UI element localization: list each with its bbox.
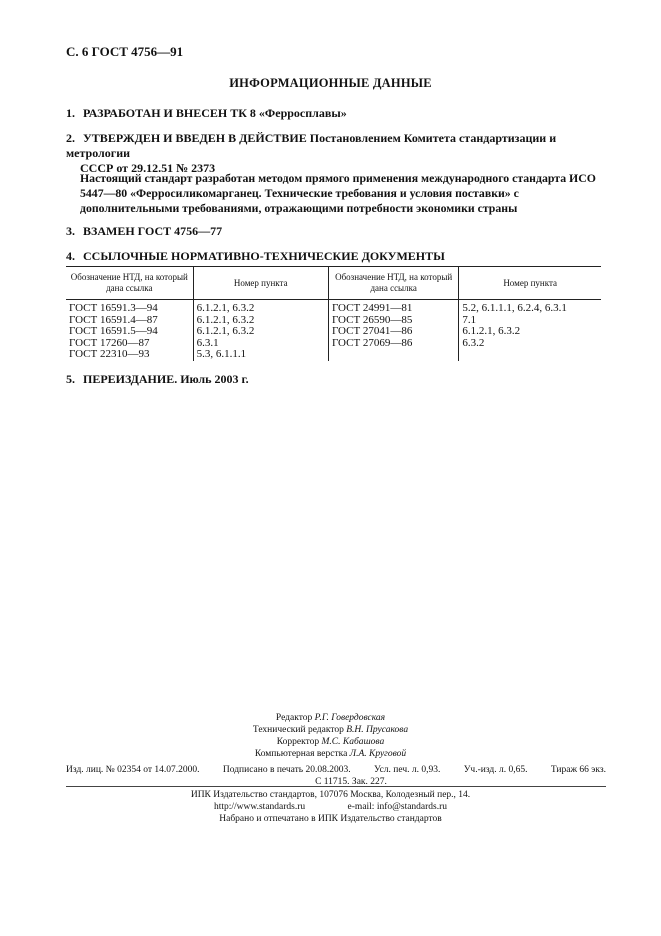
column-header: Номер пункта xyxy=(459,267,601,300)
item-number: 3. xyxy=(66,224,75,238)
credit-editor xyxy=(0,712,661,724)
circulation: Тираж 66 экз. xyxy=(550,765,606,775)
page-header: С. 6 ГОСТ 4756—91 xyxy=(66,44,184,59)
item-ref: 7.1 xyxy=(462,313,477,326)
doc-ref: ГОСТ 16591.4—87 xyxy=(69,313,158,326)
doc-ref: ГОСТ 24991—81 xyxy=(331,302,413,314)
credit-name: Р.Г. Говердовская xyxy=(314,713,386,723)
table-row xyxy=(66,300,601,361)
item-text: ССЫЛОЧНЫЕ НОРМАТИВНО-ТЕХНИЧЕСКИЕ ДОКУМЕНТЫ xyxy=(83,249,445,263)
credit-name: Л.А. Круговой xyxy=(349,749,407,759)
item-continuation: СССР от 29.12.51 № 2373 xyxy=(80,161,216,175)
item-number: 1. xyxy=(66,106,75,120)
item-2 xyxy=(66,131,606,176)
item-3 xyxy=(66,224,606,239)
item-ref: 6.1.2.1, 6.3.2 xyxy=(196,302,255,314)
credit-name: В.Н. Прусакова xyxy=(346,725,409,735)
credit-label: Редактор xyxy=(275,713,313,723)
item-ref: 6.1.2.1, 6.3.2 xyxy=(196,325,255,337)
item-text: РАЗРАБОТАН И ВНЕСЕН ТК 8 «Ферросплавы» xyxy=(83,106,347,120)
doc-ref: ГОСТ 17260—87 xyxy=(69,336,150,349)
table-cell-docs-right xyxy=(328,300,458,361)
credit-name: М.С. Кабашова xyxy=(321,737,385,747)
item-1 xyxy=(66,106,606,121)
item-ref: 6.1.2.1, 6.3.2 xyxy=(462,325,521,337)
doc-ref: ГОСТ 27069—86 xyxy=(331,336,413,349)
item-text: Постановлением Комитета стандартизации и метрологии xyxy=(66,131,557,160)
item-4 xyxy=(66,249,606,264)
item-ref: 6.1.2.1, 6.3.2 xyxy=(196,313,255,326)
doc-ref: ГОСТ 16591.5—94 xyxy=(69,325,158,337)
body-paragraph: Настоящий стандарт разработан методом прямого применения международного стандарта ИСО 5447—80 «Ферросиликомарганец. Технические требования и условия поставки» с дополнительными требованиями, отражающими потребности экономики страны xyxy=(80,171,596,215)
credit-label: Корректор xyxy=(276,737,320,747)
license: Изд. лиц. № 02354 от 14.07.2000. xyxy=(66,765,200,775)
item-number: 2. xyxy=(66,131,75,145)
item-number: 5. xyxy=(66,372,75,386)
doc-ref: ГОСТ 26590—85 xyxy=(331,313,413,326)
table-header-row xyxy=(66,267,601,300)
table-cell-docs-left xyxy=(66,300,193,361)
publication-info xyxy=(66,764,606,788)
signed-date: Подписано в печать 20.08.2003. xyxy=(222,765,351,775)
item-5 xyxy=(66,372,606,387)
item-text: ПЕРЕИЗДАНИЕ. Июль 2003 г. xyxy=(83,372,249,386)
doc-ref: ГОСТ 27041—86 xyxy=(331,325,413,337)
order-number: С 11715. Зак. 227. xyxy=(315,777,387,787)
credit-label: Компьютерная верстка xyxy=(254,749,348,759)
references-table xyxy=(66,266,601,361)
publisher-address: ИПК Издательство стандартов, 107076 Москва, Колодезный пер., 14. xyxy=(190,790,471,800)
credit-label: Технический редактор xyxy=(252,725,344,735)
divider xyxy=(66,786,606,787)
credit-tech-editor xyxy=(0,724,661,736)
publication-info-row xyxy=(66,764,606,776)
table-cell-items-right xyxy=(459,300,601,361)
item-caps: УТВЕРЖДЕН И ВВЕДЕН В ДЕЙСТВИЕ xyxy=(83,131,307,145)
table-cell-items-left xyxy=(193,300,328,361)
website-link[interactable]: http://www.standards.ru xyxy=(213,802,306,812)
printer-note: Набрано и отпечатано в ИПК Издательство стандартов xyxy=(219,814,442,824)
credit-layout xyxy=(0,748,661,760)
item-ref: 6.3.2 xyxy=(462,336,485,349)
column-header: Номер пункта xyxy=(193,267,328,300)
item-text: ВЗАМЕН ГОСТ 4756—77 xyxy=(83,224,223,238)
publisher-block xyxy=(0,789,661,825)
print-sheets: Усл. печ. л. 0,93. xyxy=(373,765,441,775)
column-header: Обозначение НТД, на который дана ссылка xyxy=(66,267,193,300)
item-ref: 5.2, 6.1.1.1, 6.2.4, 6.3.1 xyxy=(462,302,567,314)
doc-ref: ГОСТ 16591.3—94 xyxy=(69,302,158,314)
publisher-contacts xyxy=(0,801,661,813)
doc-ref: ГОСТ 22310—93 xyxy=(69,348,150,360)
email-link[interactable]: e-mail: info@standards.ru xyxy=(347,802,448,812)
pub-sheets: Уч.-изд. л. 0,65. xyxy=(463,765,528,775)
column-header: Обозначение НТД, на который дана ссылка xyxy=(328,267,458,300)
credits-block xyxy=(0,712,661,760)
item-ref: 5.3, 6.1.1.1 xyxy=(196,348,247,360)
section-title: ИНФОРМАЦИОННЫЕ ДАННЫЕ xyxy=(229,76,432,90)
item-ref: 6.3.1 xyxy=(196,336,219,349)
credit-corrector xyxy=(0,736,661,748)
item-number: 4. xyxy=(66,249,75,263)
